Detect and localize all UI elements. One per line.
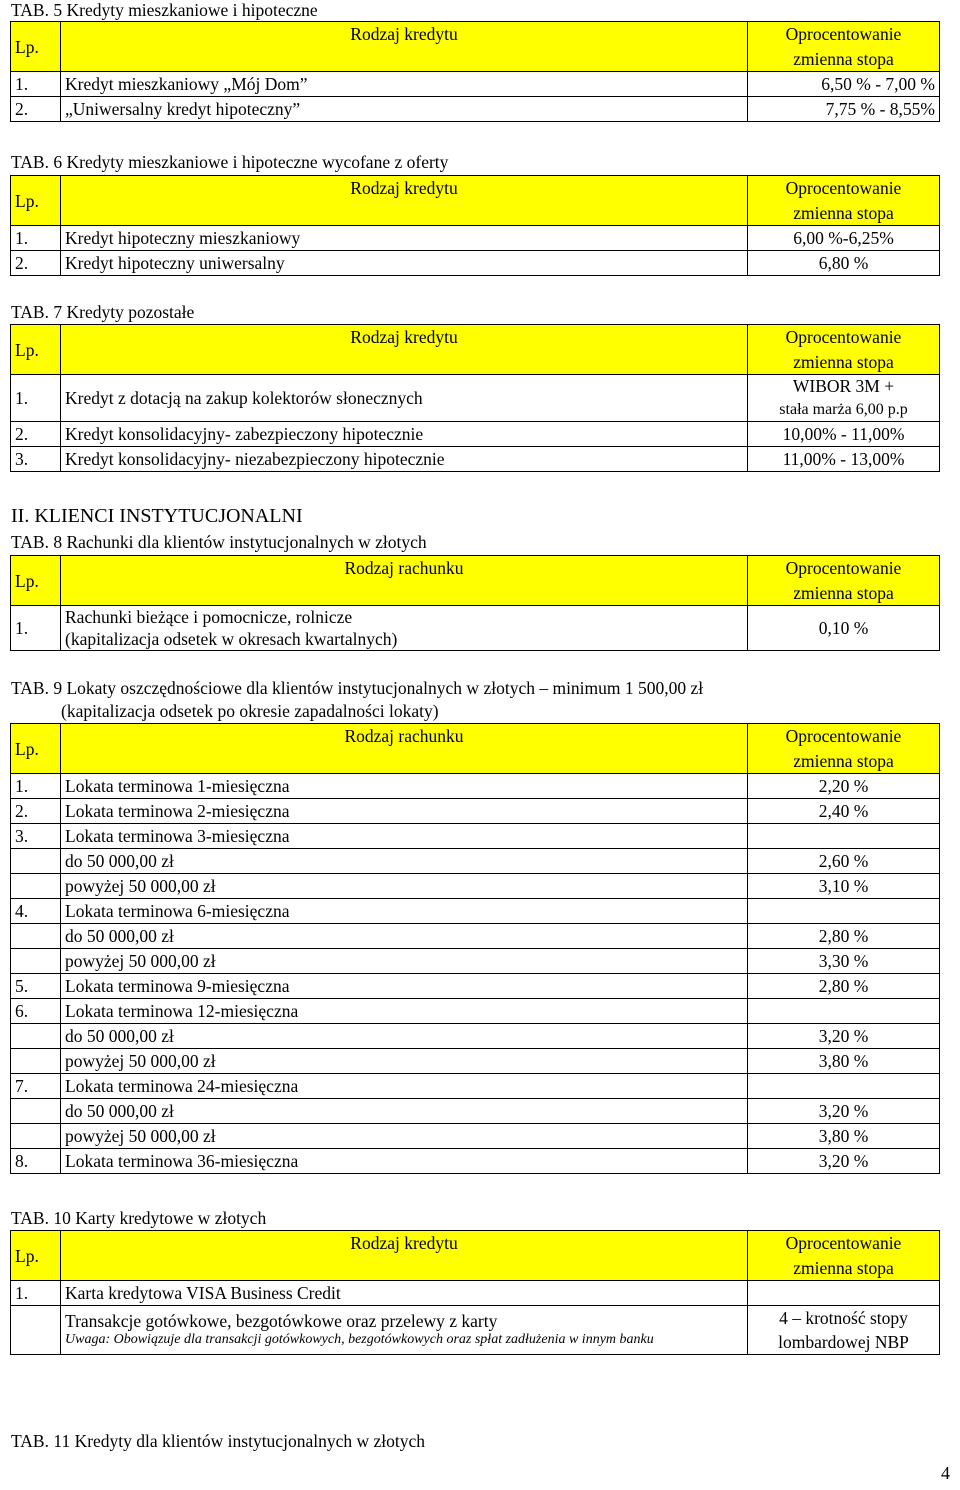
- table-cell: Lokata terminowa 36-miesięczna: [61, 1149, 748, 1174]
- table-cell: 6,50 % - 7,00 %: [748, 72, 940, 97]
- table-cell: 3.: [11, 447, 61, 472]
- table-row: [11, 924, 940, 949]
- table-header-row: [11, 325, 940, 375]
- table-cell: Lokata terminowa 24-miesięczna: [61, 1074, 748, 1099]
- table-cell: Oprocentowanie zmienna stopa: [748, 724, 940, 774]
- table-cell: Lp.: [11, 1231, 61, 1281]
- table-row: [11, 799, 940, 824]
- table-cell: 2,80 %: [748, 974, 940, 999]
- table-cell: Lokata terminowa 3-miesięczna: [61, 824, 748, 849]
- table-row: [11, 899, 940, 924]
- table-cell: 6.: [11, 999, 61, 1024]
- table-row: [11, 72, 940, 97]
- table-cell: powyżej 50 000,00 zł: [61, 874, 748, 899]
- table-cell: 6,80 %: [748, 251, 940, 276]
- table-cell: Oprocentowanie zmienna stopa: [748, 176, 940, 226]
- table-cell: [748, 999, 940, 1024]
- table-cell: powyżej 50 000,00 zł: [61, 949, 748, 974]
- table-cell: do 50 000,00 zł: [61, 1024, 748, 1049]
- table-row: [11, 1024, 940, 1049]
- tab5-title: TAB. 5 Kredyty mieszkaniowe i hipoteczne: [11, 0, 318, 20]
- table-cell: do 50 000,00 zł: [61, 849, 748, 874]
- table-cell: 6,00 %-6,25%: [748, 226, 940, 251]
- table-row: [11, 1049, 940, 1074]
- table-row: [11, 1149, 940, 1174]
- table-cell: [11, 1099, 61, 1124]
- table-cell: Rodzaj kredytu: [61, 1231, 748, 1281]
- table-cell: [11, 1306, 61, 1355]
- table-cell: 3,20 %: [748, 1099, 940, 1124]
- table-cell: Karta kredytowa VISA Business Credit: [61, 1281, 748, 1306]
- table-cell: Lokata terminowa 6-miesięczna: [61, 899, 748, 924]
- table-cell: powyżej 50 000,00 zł: [61, 1049, 748, 1074]
- table-cell: Lokata terminowa 12-miesięczna: [61, 999, 748, 1024]
- table-cell: 3,80 %: [748, 1124, 940, 1149]
- table-cell: 1.: [11, 226, 61, 251]
- table-cell: 1.: [11, 72, 61, 97]
- table-row: [11, 447, 940, 472]
- table-row: [11, 1281, 940, 1306]
- table-cell: 2,20 %: [748, 774, 940, 799]
- table-row: [11, 97, 940, 122]
- table-cell: Lp.: [11, 556, 61, 606]
- table-header-row: [11, 22, 940, 72]
- table-row: [11, 824, 940, 849]
- tab10-table: [10, 1230, 940, 1355]
- table-row: [11, 422, 940, 447]
- tab7-title: TAB. 7 Kredyty pozostałe: [11, 302, 195, 322]
- table-cell: WIBOR 3M + stała marża 6,00 p.p: [748, 375, 940, 422]
- table-cell: [11, 1049, 61, 1074]
- table-cell: 11,00% - 13,00%: [748, 447, 940, 472]
- table-cell: Oprocentowanie zmienna stopa: [748, 1231, 940, 1281]
- table-cell: 2.: [11, 97, 61, 122]
- table-cell: Rodzaj rachunku: [61, 556, 748, 606]
- table-cell: 4.: [11, 899, 61, 924]
- table-cell: 2.: [11, 799, 61, 824]
- tab9-note: (kapitalizacja odsetek po okresie zapadalności lokaty): [61, 701, 439, 721]
- table-row: [11, 1099, 940, 1124]
- table-row: [11, 974, 940, 999]
- table-row: [11, 949, 940, 974]
- table-cell: 2,60 %: [748, 849, 940, 874]
- tab8-title: TAB. 8 Rachunki dla klientów instytucjonalnych w złotych: [11, 532, 427, 552]
- table-cell: 3,10 %: [748, 874, 940, 899]
- table-cell: 3,30 %: [748, 949, 940, 974]
- table-cell: Rodzaj kredytu: [61, 176, 748, 226]
- table-cell: 7.: [11, 1074, 61, 1099]
- table-cell: 5.: [11, 974, 61, 999]
- table-cell: 1.: [11, 1281, 61, 1306]
- table-cell: 4 – krotność stopy lombardowej NBP: [748, 1306, 940, 1355]
- table-cell: Transakcje gotówkowe, bezgotówkowe oraz przelewy z karty Uwaga: Obowiązuje dla transakcji gotówkowych, bezgotówkowych oraz spłat zadłużenia w innym banku: [61, 1306, 748, 1355]
- tab6-title: TAB. 6 Kredyty mieszkaniowe i hipoteczne wycofane z oferty: [11, 152, 449, 172]
- tab5-table: [10, 21, 940, 122]
- table-cell: Oprocentowanie zmienna stopa: [748, 325, 940, 375]
- table-cell: [11, 1024, 61, 1049]
- table-row: [11, 999, 940, 1024]
- header-oprocentowanie: Oprocentowanie zmienna stopa: [748, 22, 940, 72]
- table-cell: Rachunki bieżące i pomocnicze, rolnicze (kapitalizacja odsetek w okresach kwartalnych): [61, 606, 748, 651]
- table-header-row: [11, 724, 940, 774]
- table-cell: Kredyt hipoteczny mieszkaniowy: [61, 226, 748, 251]
- table-cell: 7,75 % - 8,55%: [748, 97, 940, 122]
- table-row: [11, 251, 940, 276]
- table-cell: Rodzaj kredytu: [61, 325, 748, 375]
- table-row: [11, 226, 940, 251]
- table-row: [11, 1124, 940, 1149]
- table-cell: Lp.: [11, 176, 61, 226]
- table-cell: 8.: [11, 1149, 61, 1174]
- table-cell: Kredyt mieszkaniowy „Mój Dom”: [61, 72, 748, 97]
- table-cell: do 50 000,00 zł: [61, 1099, 748, 1124]
- tab7-table: [10, 324, 940, 472]
- table-cell: 1.: [11, 774, 61, 799]
- tab11-title: TAB. 11 Kredyty dla klientów instytucjonalnych w złotych: [11, 1431, 425, 1451]
- table-cell: 0,10 %: [748, 606, 940, 651]
- table-header-row: [11, 556, 940, 606]
- table-row: [11, 849, 940, 874]
- table-cell: 2,40 %: [748, 799, 940, 824]
- table-row: [11, 1074, 940, 1099]
- table-cell: Rodzaj rachunku: [61, 724, 748, 774]
- table-cell: 1.: [11, 606, 61, 651]
- header-lp: Lp.: [11, 22, 61, 72]
- table-cell: [748, 1074, 940, 1099]
- section-heading: II. KLIENCI INSTYTUCJONALNI: [11, 505, 303, 527]
- table-row: [11, 606, 940, 651]
- table-cell: Kredyt konsolidacyjny- niezabezpieczony hipotecznie: [61, 447, 748, 472]
- header-rodzaj: Rodzaj kredytu: [61, 22, 748, 72]
- table-cell: 3,80 %: [748, 1049, 940, 1074]
- table-cell: do 50 000,00 zł: [61, 924, 748, 949]
- table-cell: [11, 874, 61, 899]
- tab9-title: TAB. 9 Lokaty oszczędnościowe dla klientów instytucjonalnych w złotych – minimum 1 500,00 zł: [11, 678, 704, 698]
- tab9-table: [10, 723, 940, 1174]
- table-cell: 3,20 %: [748, 1024, 940, 1049]
- table-header-row: [11, 176, 940, 226]
- table-cell: Lokata terminowa 9-miesięczna: [61, 974, 748, 999]
- table-cell: powyżej 50 000,00 zł: [61, 1124, 748, 1149]
- table-cell: 2.: [11, 251, 61, 276]
- table-cell: [11, 1124, 61, 1149]
- table-row: [11, 1306, 940, 1355]
- table-cell: Lp.: [11, 325, 61, 375]
- table-cell: [11, 949, 61, 974]
- table-cell: 2,80 %: [748, 924, 940, 949]
- table-cell: 3.: [11, 824, 61, 849]
- table-row: [11, 774, 940, 799]
- table-cell: 3,20 %: [748, 1149, 940, 1174]
- table-cell: Kredyt hipoteczny uniwersalny: [61, 251, 748, 276]
- table-cell: Kredyt konsolidacyjny- zabezpieczony hipotecznie: [61, 422, 748, 447]
- table-cell: Kredyt z dotacją na zakup kolektorów słonecznych: [61, 375, 748, 422]
- tab6-table: [10, 175, 940, 276]
- table-row: [11, 375, 940, 422]
- table-row: [11, 874, 940, 899]
- table-cell: [11, 849, 61, 874]
- table-cell: [11, 924, 61, 949]
- table-cell: Lokata terminowa 2-miesięczna: [61, 799, 748, 824]
- page-number: 4: [941, 1463, 950, 1483]
- table-cell: [748, 899, 940, 924]
- table-cell: [748, 1281, 940, 1306]
- table-cell: „Uniwersalny kredyt hipoteczny”: [61, 97, 748, 122]
- table-header-row: [11, 1231, 940, 1281]
- table-cell: Lokata terminowa 1-miesięczna: [61, 774, 748, 799]
- table-cell: Lp.: [11, 724, 61, 774]
- tab10-title: TAB. 10 Karty kredytowe w złotych: [11, 1208, 267, 1228]
- tab8-table: [10, 555, 940, 651]
- table-cell: 1.: [11, 375, 61, 422]
- table-cell: 2.: [11, 422, 61, 447]
- table-cell: 10,00% - 11,00%: [748, 422, 940, 447]
- table-cell: [748, 824, 940, 849]
- table-cell: Oprocentowanie zmienna stopa: [748, 556, 940, 606]
